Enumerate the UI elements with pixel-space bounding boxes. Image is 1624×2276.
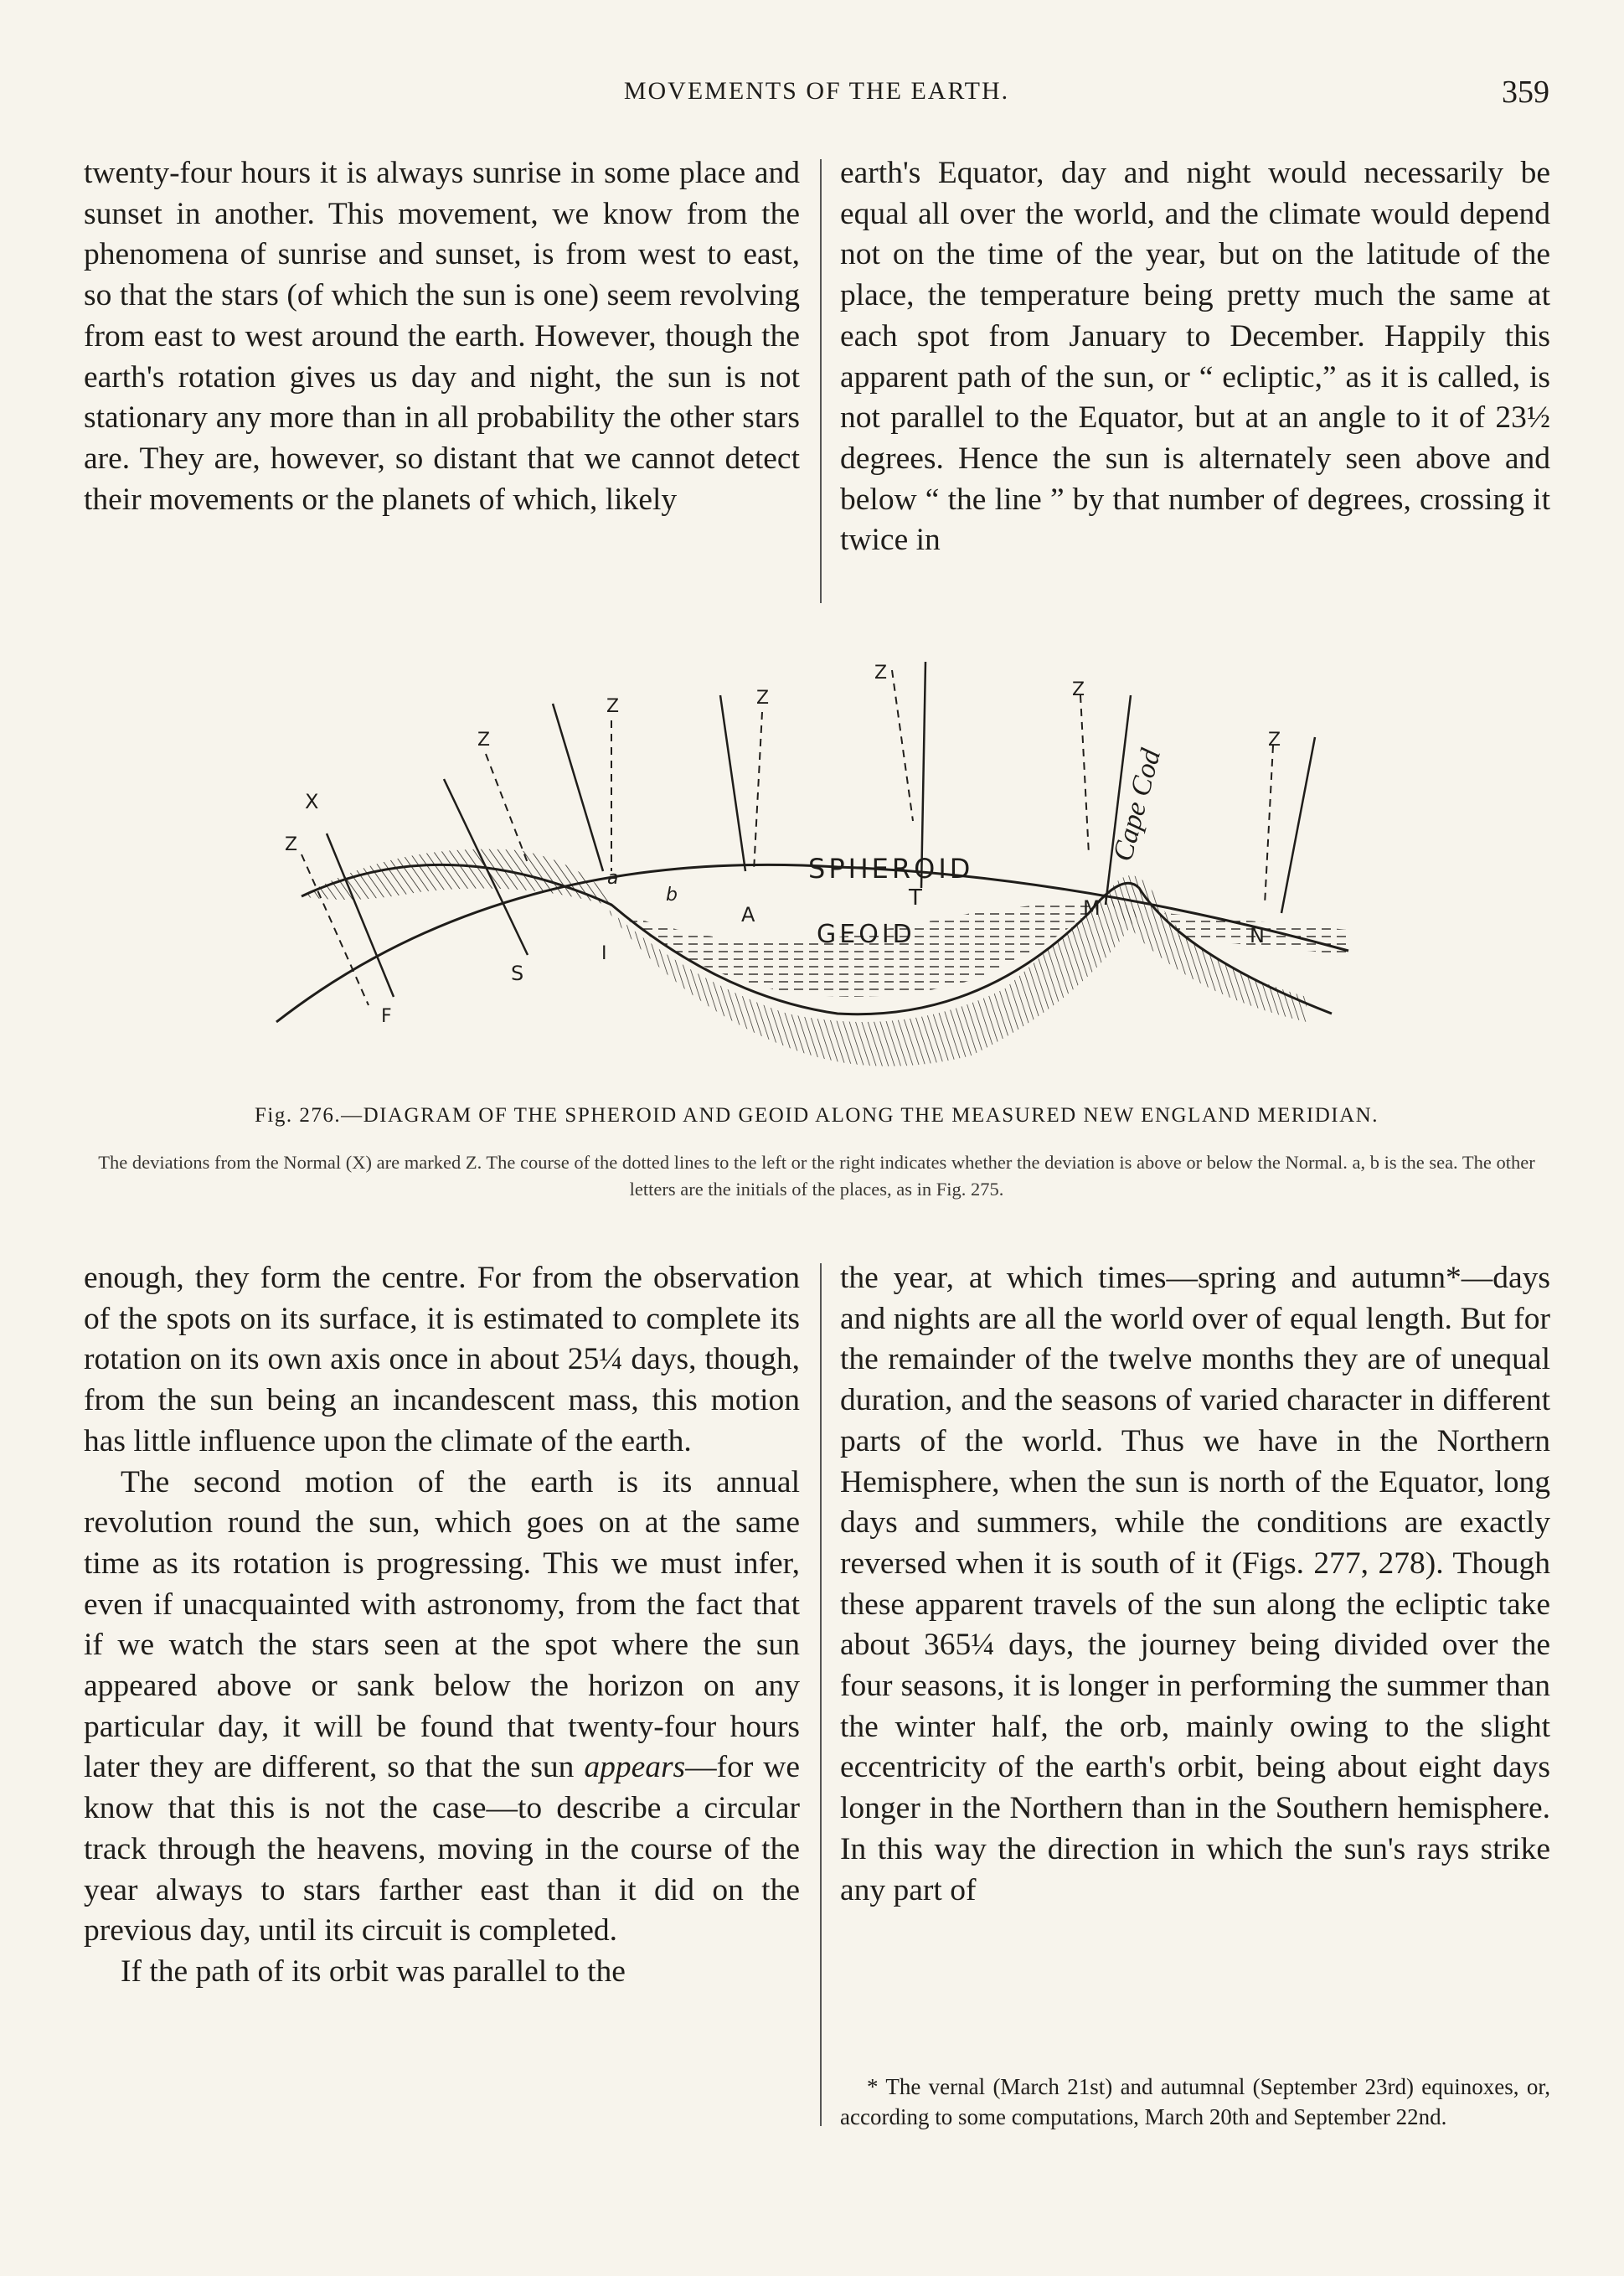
label-F: F xyxy=(381,1006,392,1027)
paragraph-text: The second motion of the earth is its annual revolution round the sun, which goes on at the same time as its rotation is progressing. This we must infer, even if unacquainted with astronomy, from the fact that if we watch the stars seen at the spot where the sun appeared above or sank below the horizon on any particular day, it will be found that twenty-four hours later they are different, so that the sun xyxy=(84,1464,800,1785)
label-z: Z xyxy=(874,663,888,684)
label-x: X xyxy=(305,790,319,813)
label-M: M xyxy=(1083,896,1101,920)
top-right-column xyxy=(840,153,1550,561)
bottom-right-column xyxy=(840,1258,1550,1911)
figure-276 xyxy=(251,662,1374,1097)
label-cape-cod: Cape Cod xyxy=(1106,746,1168,865)
italic-word: appears xyxy=(584,1750,686,1785)
paragraph-text: —for we know that this is not the case—to describe a circular track through the heavens, moving in the course of the year always to stars farther east than it did on the previous day, until its circuit is completed. xyxy=(84,1750,800,1948)
label-z: Z xyxy=(1268,730,1281,751)
paragraph: the year, at which times—spring and autumn*—days and nights are all the world over of equal length. But for the remainder of the twelve months they are of unequal duration, and the seasons of varied character in different parts of the world. Thus we have in the Northern Hemisphere, when the sun is north of the Equator, long days and summers, while the conditions are exactly reversed when it is south of it (Figs. 277, 278). Though these apparent travels of the sun along the ecliptic take about 365¼ days, the journey being divided over the four seasons, it is longer in performing the summer than the winter half, the orb, mainly owing to the slight eccentricity of the earth's orbit, being about eight days longer in the Northern than in the Southern hemisphere. In this way the direction in which the sun's rays strike any part of xyxy=(840,1261,1550,1907)
paragraph: twenty-four hours it is always sunrise in some place and sunset in another. This movement, we know from the phenomena of sunrise and sunset, is from west to east, so that the stars (of which the sun is one) seem revolving from east to west around the earth. However, though the earth's rotation gives us day and night, the sun is not stationary any more than in all probability the other stars are. They are, however, so distant that we cannot detect their movements or the planets of which, likely xyxy=(84,156,800,517)
bottom-left-column xyxy=(84,1258,800,1993)
paragraph: enough, they form the centre. For from the observation of the spots on its surface, it is estimated to complete its rotation on its own axis once in about 25¼ days, though, from the sun being an incandescent mass, this motion has little influence upon the climate of the earth. xyxy=(84,1261,800,1458)
label-T: T xyxy=(909,885,922,911)
label-b: b xyxy=(666,885,678,906)
paragraph: earth's Equator, day and night would necessarily be equal all over the world, and the climate would depend not on the time of the year, but on the latitude of the place, the temperature being pretty much the same at each spot from January to December. Happily this apparent path of the sun, or “ ecliptic,” as it is called, is not parallel to the Equator, but at an angle to it of 23½ degrees. Hence the sun is alternately seen above and below “ the line ” by that number of degrees, crossing it twice in xyxy=(840,156,1550,558)
label-geoid: GEOID xyxy=(817,920,915,949)
spheroid-geoid-diagram xyxy=(251,662,1374,1097)
figure-caption-title: Fig. 276.—DIAGRAM OF THE SPHEROID AND GEOID ALONG THE MEASURED NEW ENGLAND MERIDIAN. xyxy=(255,1104,1379,1127)
footnote-text: * The vernal (March 21st) and autumnal (September 23rd) equinoxes, or, according to some computations, March 20th and September 22nd. xyxy=(840,2074,1550,2129)
column-divider xyxy=(820,1263,822,2126)
running-head: MOVEMENTS OF THE EARTH. xyxy=(623,77,1010,105)
label-z: Z xyxy=(1072,679,1085,700)
paragraph xyxy=(84,1463,800,1952)
label-I: I xyxy=(601,943,607,964)
label-z: Z xyxy=(756,688,770,709)
label-spheroid: SPHEROID xyxy=(808,853,974,885)
label-z: Z xyxy=(285,834,298,855)
label-A: A xyxy=(741,903,755,926)
top-left-column xyxy=(84,153,800,520)
label-N: N xyxy=(1250,924,1265,947)
page-header xyxy=(84,77,1549,119)
figure-caption-note: The deviations from the Normal (X) are marked Z. The course of the dotted lines to the left or the right indicates whether the deviation is above or below the Normal. a, b is the sea. The other letters are the initials of the places, as in Fig. 275. xyxy=(98,1152,1535,1200)
footnote xyxy=(840,2072,1550,2132)
label-S: S xyxy=(511,962,524,985)
page-number: 359 xyxy=(1502,75,1549,110)
column-divider xyxy=(820,159,822,603)
paragraph: If the path of its orbit was parallel to the xyxy=(121,1953,626,1989)
label-a: a xyxy=(607,868,619,889)
label-z: Z xyxy=(477,730,491,751)
cape-cod-hatch xyxy=(1106,875,1307,1022)
label-z: Z xyxy=(606,696,620,717)
